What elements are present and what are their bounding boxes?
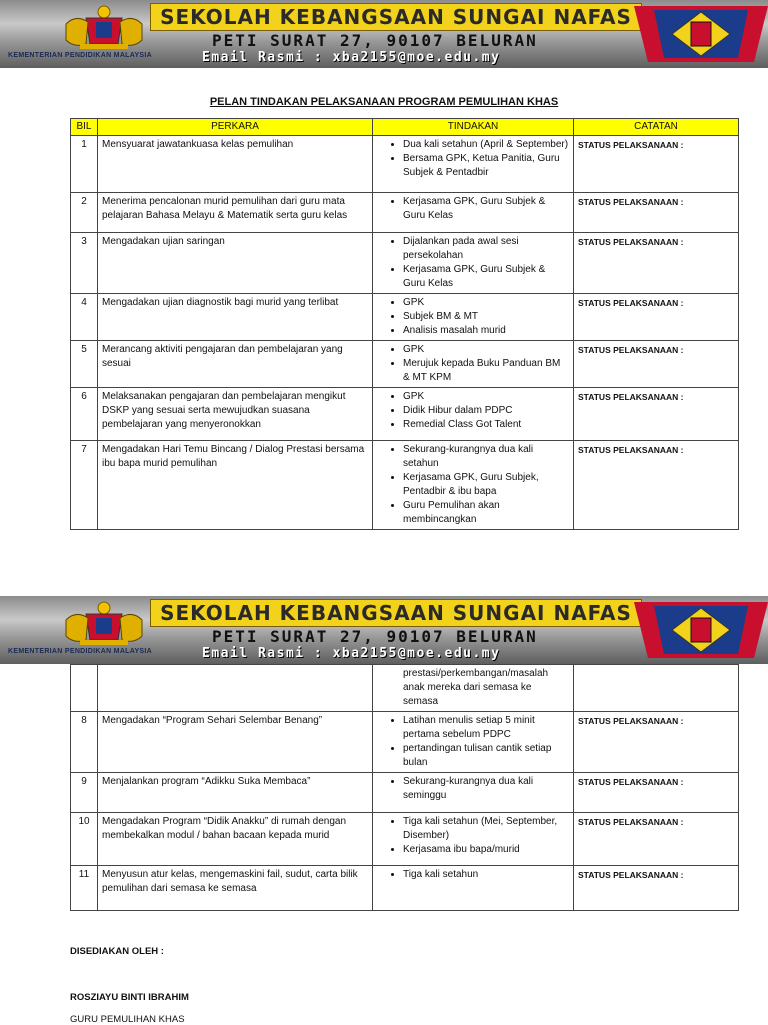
tindakan-item: • Kerjasama GPK, Guru Subjek & Guru Kelas — [403, 195, 569, 223]
row-tindakan — [373, 341, 574, 388]
row-status: STATUS PELAKSANAAN : — [574, 136, 739, 193]
tindakan-item: • Tiga kali setahun (Mei, September, Disember) — [403, 815, 569, 843]
row-tindakan — [373, 866, 574, 911]
row-status: STATUS PELAKSANAAN : — [574, 193, 739, 233]
tindakan-item: • Remedial Class Got Talent — [403, 418, 569, 432]
row-tindakan — [373, 388, 574, 441]
row-status: STATUS PELAKSANAAN : — [574, 233, 739, 294]
empty-cell — [98, 665, 373, 712]
row-number: 11 — [71, 866, 98, 911]
tindakan-item: • Kerjasama ibu bapa/murid — [403, 843, 569, 857]
row-status: STATUS PELAKSANAAN : — [574, 773, 739, 813]
school-name: SEKOLAH KEBANGSAAN SUNGAI NAFAS — [150, 3, 642, 31]
row-number: 3 — [71, 233, 98, 294]
row-number: 8 — [71, 712, 98, 773]
school-email: Email Rasmi : xba2155@moe.edu.my — [202, 646, 501, 661]
tindakan-item: • Sekurang-kurangnya dua kali setahun — [403, 443, 569, 471]
table-row — [71, 813, 739, 866]
row-tindakan — [373, 441, 574, 530]
table-row — [71, 136, 739, 193]
letterhead-banner — [0, 0, 768, 68]
table-header-row — [71, 119, 739, 136]
school-name: SEKOLAH KEBANGSAAN SUNGAI NAFAS — [150, 599, 642, 627]
preparer-name: ROSZIAYU BINTI IBRAHIM — [70, 992, 189, 1003]
table-row — [71, 712, 739, 773]
row-number: 6 — [71, 388, 98, 441]
empty-cell — [71, 665, 98, 712]
tindakan-item: • Latihan menulis setiap 5 minit pertama sebelum PDPC — [403, 714, 569, 742]
tindakan-item: • Dijalankan pada awal sesi persekolahan — [403, 235, 569, 263]
row-perkara: Mengadakan “Program Sehari Selembar Benang” — [98, 712, 373, 773]
tindakan-item: • Dua kali setahun (April & September) — [403, 138, 569, 152]
row-tindakan — [373, 712, 574, 773]
coat-of-arms-icon — [56, 600, 152, 646]
row-perkara: Merancang aktiviti pengajaran dan pembelajaran yang sesuai — [98, 341, 373, 388]
row-perkara: Mengadakan Hari Temu Bincang / Dialog Prestasi bersama ibu bapa murid pemulihan — [98, 441, 373, 530]
row-status: STATUS PELAKSANAAN : — [574, 341, 739, 388]
row-status: STATUS PELAKSANAAN : — [574, 388, 739, 441]
row-tindakan — [373, 136, 574, 193]
table-row — [71, 294, 739, 341]
row-tindakan — [373, 294, 574, 341]
tindakan-item: • Guru Pemulihan akan membincangkan — [403, 499, 569, 527]
row-perkara: Mengadakan Program “Didik Anakku” di rumah dengan membekalkan modul / bahan bacaan kepada murid — [98, 813, 373, 866]
tindakan-item: • Didik Hibur dalam PDPC — [403, 404, 569, 418]
ministry-text: KEMENTERIAN PENDIDIKAN MALAYSIA — [8, 648, 152, 655]
tindakan-item: • Tiga kali setahun — [403, 868, 569, 882]
tindakan-item: • Sekurang-kurangnya dua kali seminggu — [403, 775, 569, 803]
action-plan-table-continued — [70, 664, 739, 911]
table-row — [71, 341, 739, 388]
coat-of-arms-icon — [56, 4, 152, 50]
tindakan-item: • Kerjasama GPK, Guru Subjek & Guru Kelas — [403, 263, 569, 291]
document-title: PELAN TINDAKAN PELAKSANAAN PROGRAM PEMULIHAN KHAS — [209, 96, 559, 108]
school-address: PETI SURAT 27, 90107 BELURAN — [212, 31, 538, 50]
preparer-position: GURU PEMULIHAN KHAS — [70, 1014, 185, 1025]
row-number: 1 — [71, 136, 98, 193]
table-row-continued — [71, 665, 739, 712]
table-row — [71, 388, 739, 441]
tindakan-item: • Kerjasama GPK, Guru Subjek, Pentadbir & ibu bapa — [403, 471, 569, 499]
table-row — [71, 866, 739, 911]
header-bil: BIL — [71, 119, 98, 136]
tindakan-item: • Merujuk kepada Buku Panduan BM & MT KPM — [403, 357, 569, 385]
row-perkara: Mengadakan ujian saringan — [98, 233, 373, 294]
action-plan-table — [70, 118, 739, 530]
row-perkara: Menjalankan program “Adikku Suka Membaca” — [98, 773, 373, 813]
empty-cell — [574, 665, 739, 712]
row-perkara: Mengadakan ujian diagnostik bagi murid yang terlibat — [98, 294, 373, 341]
header-tindakan: TINDAKAN — [373, 119, 574, 136]
row-number: 10 — [71, 813, 98, 866]
tindakan-item: • GPK — [403, 343, 569, 357]
school-logo-icon — [634, 2, 768, 66]
row-perkara: Menyusun atur kelas, mengemaskini fail, sudut, carta bilik pemulihan dari semasa ke semasa — [98, 866, 373, 911]
school-email: Email Rasmi : xba2155@moe.edu.my — [202, 50, 501, 65]
row-tindakan — [373, 773, 574, 813]
row-tindakan — [373, 193, 574, 233]
row-perkara: Mensyuarat jawatankuasa kelas pemulihan — [98, 136, 373, 193]
ministry-text: KEMENTERIAN PENDIDIKAN MALAYSIA — [8, 52, 152, 59]
table-row — [71, 773, 739, 813]
tindakan-item: • GPK — [403, 390, 569, 404]
table-row — [71, 441, 739, 530]
tindakan-item: • Subjek BM & MT — [403, 310, 569, 324]
school-address: PETI SURAT 27, 90107 BELURAN — [212, 627, 538, 646]
row-tindakan — [373, 233, 574, 294]
tindakan-item: • Analisis masalah murid — [403, 324, 569, 338]
row-number: 5 — [71, 341, 98, 388]
row-number: 7 — [71, 441, 98, 530]
row-number: 4 — [71, 294, 98, 341]
table-row — [71, 233, 739, 294]
letterhead-banner-page2 — [0, 596, 768, 664]
row-tindakan — [373, 813, 574, 866]
header-catatan: CATATAN — [574, 119, 739, 136]
row-number: 2 — [71, 193, 98, 233]
row-status: STATUS PELAKSANAAN : — [574, 712, 739, 773]
row-status: STATUS PELAKSANAAN : — [574, 294, 739, 341]
tindakan-item: • pertandingan tulisan cantik setiap bulan — [403, 742, 569, 770]
row-status: STATUS PELAKSANAAN : — [574, 866, 739, 911]
row-status: STATUS PELAKSANAAN : — [574, 441, 739, 530]
table-row — [71, 193, 739, 233]
school-logo-icon — [634, 598, 768, 662]
row-perkara: Menerima pencalonan murid pemulihan dari guru mata pelajaran Bahasa Melayu & Matematik serta guru kelas — [98, 193, 373, 233]
row-tindakan-continued: prestasi/perkembangan/masalah anak mereka dari semasa ke semasa — [373, 665, 574, 712]
row-number: 9 — [71, 773, 98, 813]
tindakan-item: • GPK — [403, 296, 569, 310]
prepared-by-label: DISEDIAKAN OLEH : — [70, 946, 164, 957]
row-perkara: Melaksanakan pengajaran dan pembelajaran mengikut DSKP yang sesuai serta mewujudkan suasana pembelajaran yang menyeronokkan — [98, 388, 373, 441]
row-status: STATUS PELAKSANAAN : — [574, 813, 739, 866]
tindakan-item: • Bersama GPK, Ketua Panitia, Guru Subjek & Pentadbir — [403, 152, 569, 180]
header-perkara: PERKARA — [98, 119, 373, 136]
